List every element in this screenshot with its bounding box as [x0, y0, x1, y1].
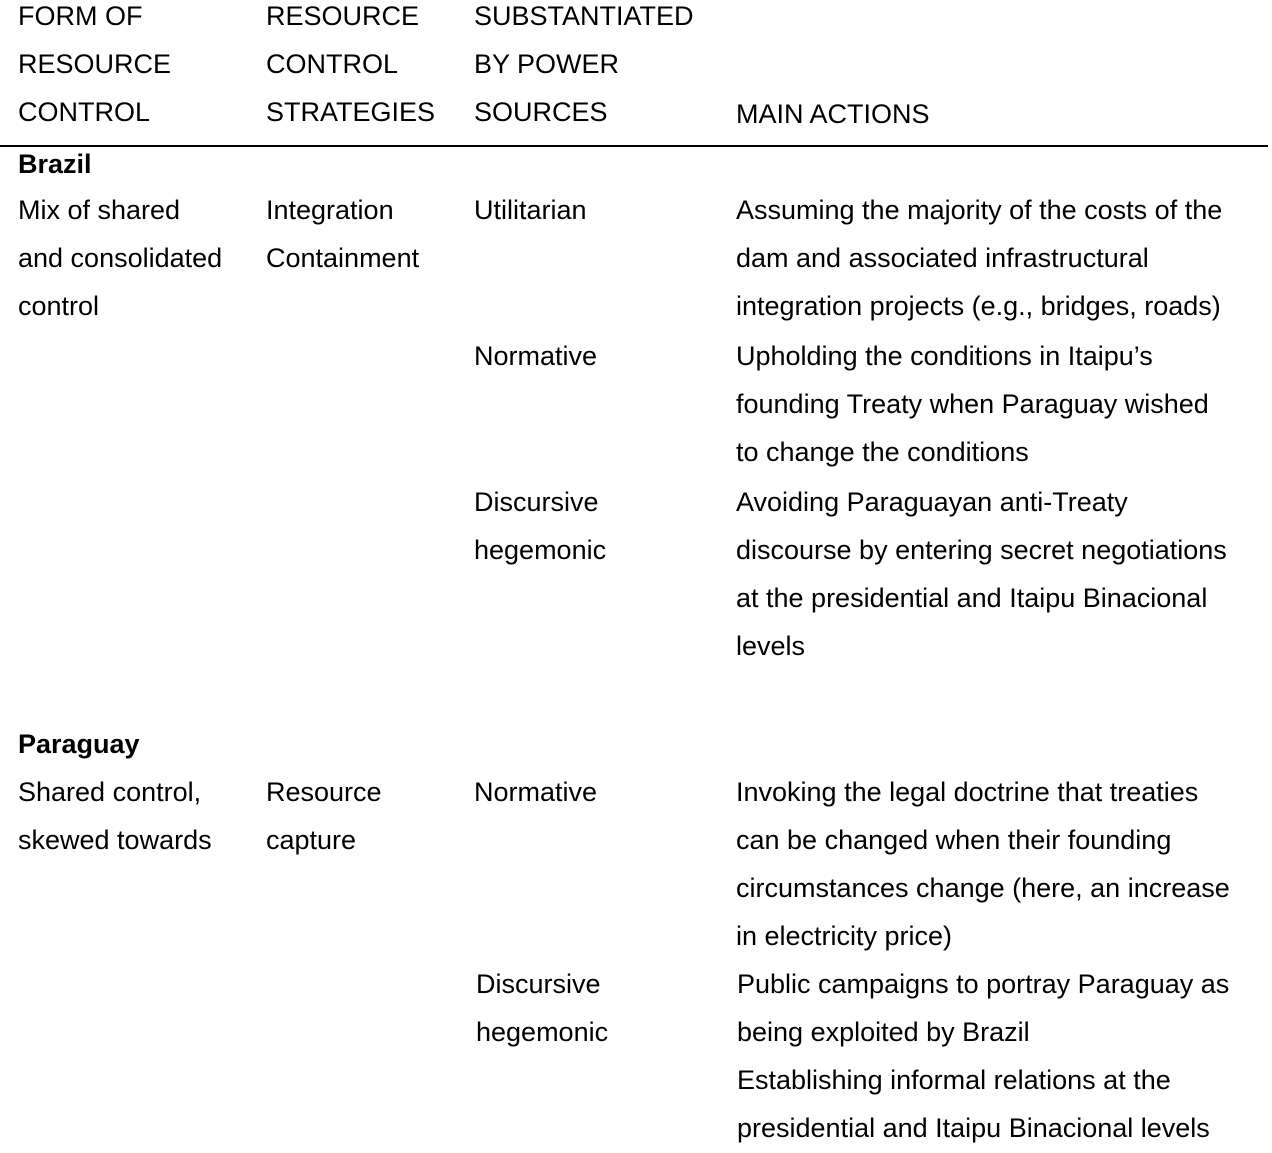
paraguay-row-2-actions	[737, 960, 1229, 1152]
text-line: and consolidated	[18, 243, 223, 273]
text-line: skewed towards	[18, 825, 212, 855]
text-line: Resource	[266, 777, 382, 807]
text-line: Invoking the legal doctrine that treaties	[736, 777, 1199, 807]
text-line: Normative	[474, 341, 598, 371]
text-line: Avoiding Paraguayan anti-Treaty	[736, 487, 1128, 517]
brazil-form-of-control	[18, 186, 222, 330]
text-line: Upholding the conditions in Itaipu’s	[736, 341, 1153, 371]
brazil-row-2-source	[474, 332, 597, 380]
header-line: STRATEGIES	[266, 97, 436, 127]
text-line: can be changed when their founding	[736, 825, 1172, 855]
text-line: Utilitarian	[474, 195, 587, 225]
header-divider	[0, 145, 1268, 147]
text-line: in electricity price)	[736, 921, 953, 951]
header-form-of-resource-control	[18, 0, 171, 136]
text-line: Establishing informal relations at the	[737, 1065, 1171, 1095]
header-main-actions	[736, 90, 930, 138]
header-resource-control-strategies	[266, 0, 435, 136]
header-substantiated-by-power-sources	[474, 0, 694, 136]
header-line: BY POWER	[474, 49, 620, 79]
brazil-row-3-source	[474, 478, 606, 574]
text-line: Integration	[266, 195, 394, 225]
brazil-row-1-actions	[736, 186, 1222, 330]
header-line: SUBSTANTIATED	[474, 1, 694, 31]
text-line: hegemonic	[476, 1017, 609, 1047]
text-line: to change the conditions	[736, 437, 1029, 467]
text-line: Public campaigns to portray Paraguay as	[737, 969, 1230, 999]
text-line: Normative	[474, 777, 598, 807]
text-line: being exploited by Brazil	[737, 1017, 1030, 1047]
header-line: RESOURCE	[266, 1, 420, 31]
section-title-brazil: Brazil	[18, 149, 92, 179]
text-line: control	[18, 291, 100, 321]
text-line: Assuming the majority of the costs of the	[736, 195, 1223, 225]
section-title-paraguay: Paraguay	[18, 729, 140, 759]
text-line: hegemonic	[474, 535, 607, 565]
header-line: CONTROL	[18, 97, 151, 127]
text-line: Mix of shared	[18, 195, 181, 225]
text-line: Discursive	[476, 969, 601, 999]
header-line: RESOURCE	[18, 49, 172, 79]
brazil-row-3-actions	[736, 478, 1227, 670]
paraguay-form-of-control	[18, 768, 212, 864]
text-line: Containment	[266, 243, 420, 273]
text-line: founding Treaty when Paraguay wished	[736, 389, 1209, 419]
text-line: levels	[736, 631, 806, 661]
text-line: at the presidential and Itaipu Binacional	[736, 583, 1208, 613]
text-line: Discursive	[474, 487, 599, 517]
text-line: circumstances change (here, an increase	[736, 873, 1230, 903]
header-line: SOURCES	[474, 97, 608, 127]
brazil-row-2-actions	[736, 332, 1209, 476]
text-line: integration projects (e.g., bridges, roads)	[736, 291, 1221, 321]
paraguay-row-1-actions	[736, 768, 1230, 960]
text-line: Shared control,	[18, 777, 202, 807]
header-line: FORM OF	[18, 1, 143, 31]
paraguay-strategies	[266, 768, 382, 864]
text-line: capture	[266, 825, 357, 855]
text-line: dam and associated infrastructural	[736, 243, 1149, 273]
text-line: presidential and Itaipu Binacional levels	[737, 1113, 1210, 1143]
paraguay-row-1-source	[474, 768, 597, 816]
text-line: discourse by entering secret negotiations	[736, 535, 1227, 565]
header-line: MAIN ACTIONS	[736, 99, 930, 129]
paraguay-row-2-source	[476, 960, 608, 1056]
header-line: CONTROL	[266, 49, 399, 79]
brazil-row-1-source	[474, 186, 587, 234]
brazil-strategies	[266, 186, 419, 282]
